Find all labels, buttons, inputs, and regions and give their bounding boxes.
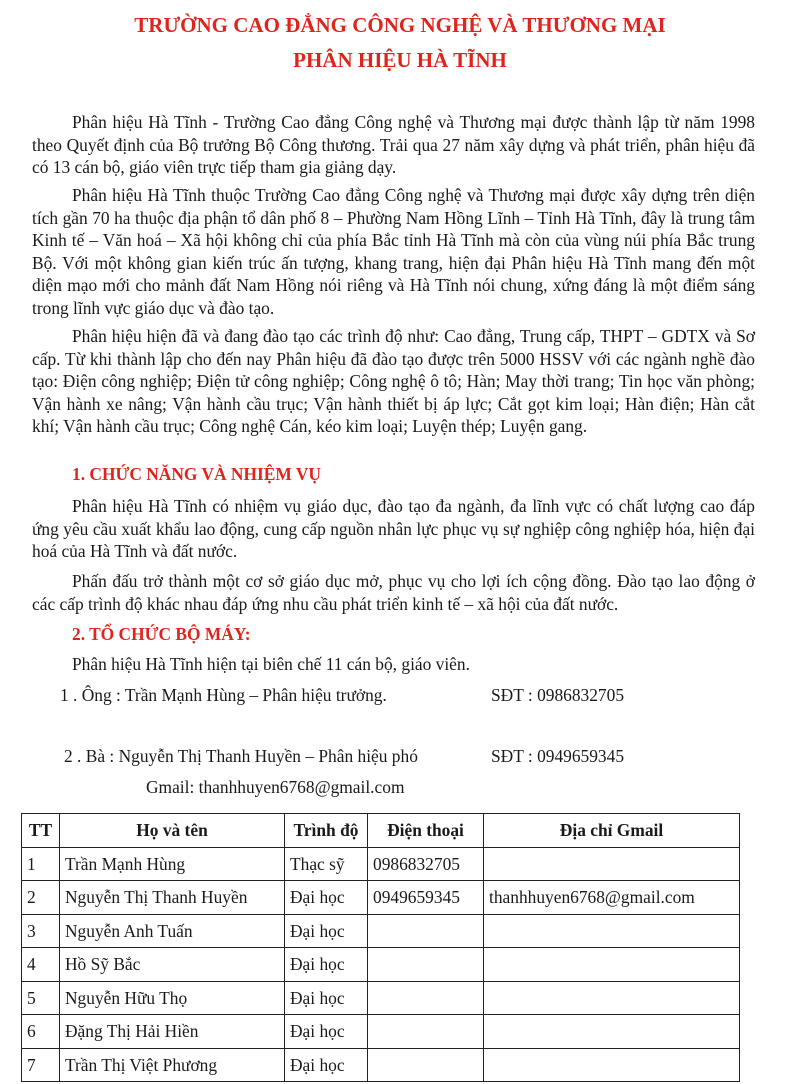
cell-tt: 4 bbox=[22, 948, 60, 982]
cell-phone: 0949659345 bbox=[368, 881, 484, 915]
cell-phone bbox=[368, 981, 484, 1015]
leader-1-name: 1 . Ông : Trần Mạnh Hùng – Phân hiệu trưởng. bbox=[60, 685, 387, 705]
table-row bbox=[22, 948, 740, 982]
cell-tt: 6 bbox=[22, 1015, 60, 1049]
intro-paragraph: Phân hiệu Hà Tĩnh - Trường Cao đẳng Công nghệ và Thương mại được thành lập từ năm 1998 theo Quyết định của Bộ trưởng Bộ Công thương. Trải qua 27 năm xây dựng và phát triển, phân hiệu đã có 13 cán bộ, giáo viên trực tiếp tham gia giảng dạy. bbox=[32, 112, 755, 177]
cell-name: Nguyễn Hữu Thọ bbox=[60, 981, 285, 1015]
section-heading-functions: 1. CHỨC NĂNG VÀ NHIỆM VỤ bbox=[72, 464, 321, 484]
cell-name: Nguyễn Thị Thanh Huyền bbox=[60, 881, 285, 915]
cell-phone bbox=[368, 948, 484, 982]
cell-name: Nguyễn Anh Tuấn bbox=[60, 914, 285, 948]
col-header-name: Họ và tên bbox=[60, 814, 285, 848]
cell-degree: Đại học bbox=[285, 948, 368, 982]
training-paragraph: Phân hiệu hiện đã và đang đào tạo các trình độ như: Cao đẳng, Trung cấp, THPT – GDTX và Sơ cấp. Từ khi thành lập cho đến nay Phân hiệu đã đào tạo được trên 5000 HSSV với các ngành nghề đào tạo: Điện công nghiệp; Điện tử công nghiệp; Công nghệ ô tô; Hàn; May thời trang; Tin học văn phòng; Vận hành xe nâng; Vận hành cầu trục; Vận hành thiết bị áp lực; Cắt gọt kim loại; Hàn điện; Hàn cắt khí; Vận hành cầu trục; Công nghệ Cán, kéo kim loại; Luyện thép; Luyện gang. bbox=[32, 326, 755, 436]
table-row bbox=[22, 914, 740, 948]
cell-name: Đặng Thị Hải Hiền bbox=[60, 1015, 285, 1049]
cell-degree: Đại học bbox=[285, 914, 368, 948]
cell-degree: Đại học bbox=[285, 1015, 368, 1049]
cell-gmail bbox=[484, 847, 740, 881]
cell-degree: Đại học bbox=[285, 981, 368, 1015]
table-row bbox=[22, 1048, 740, 1082]
cell-gmail bbox=[484, 1015, 740, 1049]
cell-tt: 7 bbox=[22, 1048, 60, 1082]
cell-gmail bbox=[484, 948, 740, 982]
cell-gmail bbox=[484, 981, 740, 1015]
cell-degree: Đại học bbox=[285, 1048, 368, 1082]
leader-2-gmail: Gmail: thanhhuyen6768@gmail.com bbox=[146, 777, 405, 797]
staff-count-text: Phân hiệu Hà Tĩnh hiện tại biên chế 11 cán bộ, giáo viên. bbox=[72, 654, 470, 674]
cell-tt: 3 bbox=[22, 914, 60, 948]
location-paragraph: Phân hiệu Hà Tĩnh thuộc Trường Cao đẳng Công nghệ và Thương mại được xây dựng trên diện tích gần 70 ha thuộc địa phận tổ dân phố 8 – Phường Nam Hồng Lĩnh – Tỉnh Hà Tĩnh, đây là trung tâm Kinh tế – Văn hoá – Xã hội không chỉ của phía Bắc tỉnh Hà Tĩnh mà còn của vùng núi phía Bắc trung Bộ. Với một không gian kiến trúc ấn tượng, khang trang, hiện đại Phân hiệu Hà Tĩnh mang đến một diện mạo mới cho mảnh đất Nam Hồng nói riêng và Hà Tĩnh nói chung, xứng đáng là một điểm sáng trong lĩnh vực giáo dục và đào tạo. bbox=[32, 185, 755, 318]
table-row bbox=[22, 1015, 740, 1049]
goals-paragraph: Phấn đấu trở thành một cơ sở giáo dục mở, phục vụ cho lợi ích cộng đồng. Đào tạo lao động ở các cấp trình độ khác nhau đáp ứng nhu cầu phát triển kinh tế – xã hội của đất nước. bbox=[32, 571, 755, 614]
cell-tt: 1 bbox=[22, 847, 60, 881]
table-row bbox=[22, 847, 740, 881]
col-header-gmail: Địa chỉ Gmail bbox=[484, 814, 740, 848]
table-row bbox=[22, 981, 740, 1015]
page-title: TRƯỜNG CAO ĐẲNG CÔNG NGHỆ VÀ THƯƠNG MẠI bbox=[134, 13, 666, 37]
cell-gmail bbox=[484, 914, 740, 948]
page-subtitle: PHÂN HIỆU HÀ TĨNH bbox=[293, 48, 507, 72]
cell-degree: Đại học bbox=[285, 881, 368, 915]
cell-phone bbox=[368, 1048, 484, 1082]
leader-2-name: 2 . Bà : Nguyễn Thị Thanh Huyền – Phân hiệu phó bbox=[64, 746, 418, 766]
leader-2-phone: SĐT : 0949659345 bbox=[491, 746, 625, 766]
cell-phone bbox=[368, 1015, 484, 1049]
col-header-tt: TT bbox=[22, 814, 60, 848]
cell-gmail bbox=[484, 1048, 740, 1082]
cell-phone: 0986832705 bbox=[368, 847, 484, 881]
cell-gmail: thanhhuyen6768@gmail.com bbox=[484, 881, 740, 915]
cell-tt: 2 bbox=[22, 881, 60, 915]
table-row bbox=[22, 881, 740, 915]
leader-1-phone: SĐT : 0986832705 bbox=[491, 685, 625, 705]
cell-name: Hồ Sỹ Bắc bbox=[60, 948, 285, 982]
section-heading-organization: 2. TỔ CHỨC BỘ MÁY: bbox=[72, 624, 251, 644]
cell-name: Trần Mạnh Hùng bbox=[60, 847, 285, 881]
cell-phone bbox=[368, 914, 484, 948]
staff-table bbox=[21, 813, 740, 1082]
col-header-phone: Điện thoại bbox=[368, 814, 484, 848]
cell-degree: Thạc sỹ bbox=[285, 847, 368, 881]
cell-name: Trần Thị Việt Phương bbox=[60, 1048, 285, 1082]
col-header-degree: Trình độ bbox=[285, 814, 368, 848]
functions-paragraph: Phân hiệu Hà Tĩnh có nhiệm vụ giáo dục, đào tạo đa ngành, đa lĩnh vực có chất lượng cao đáp ứng yêu cầu xuất khẩu lao động, cung cấp nguồn nhân lực phục vụ sự nghiệp công nghiệp hóa, hiện đại hoá của Hà Tĩnh và đất nước. bbox=[32, 496, 755, 561]
cell-tt: 5 bbox=[22, 981, 60, 1015]
table-header-row bbox=[22, 814, 740, 848]
